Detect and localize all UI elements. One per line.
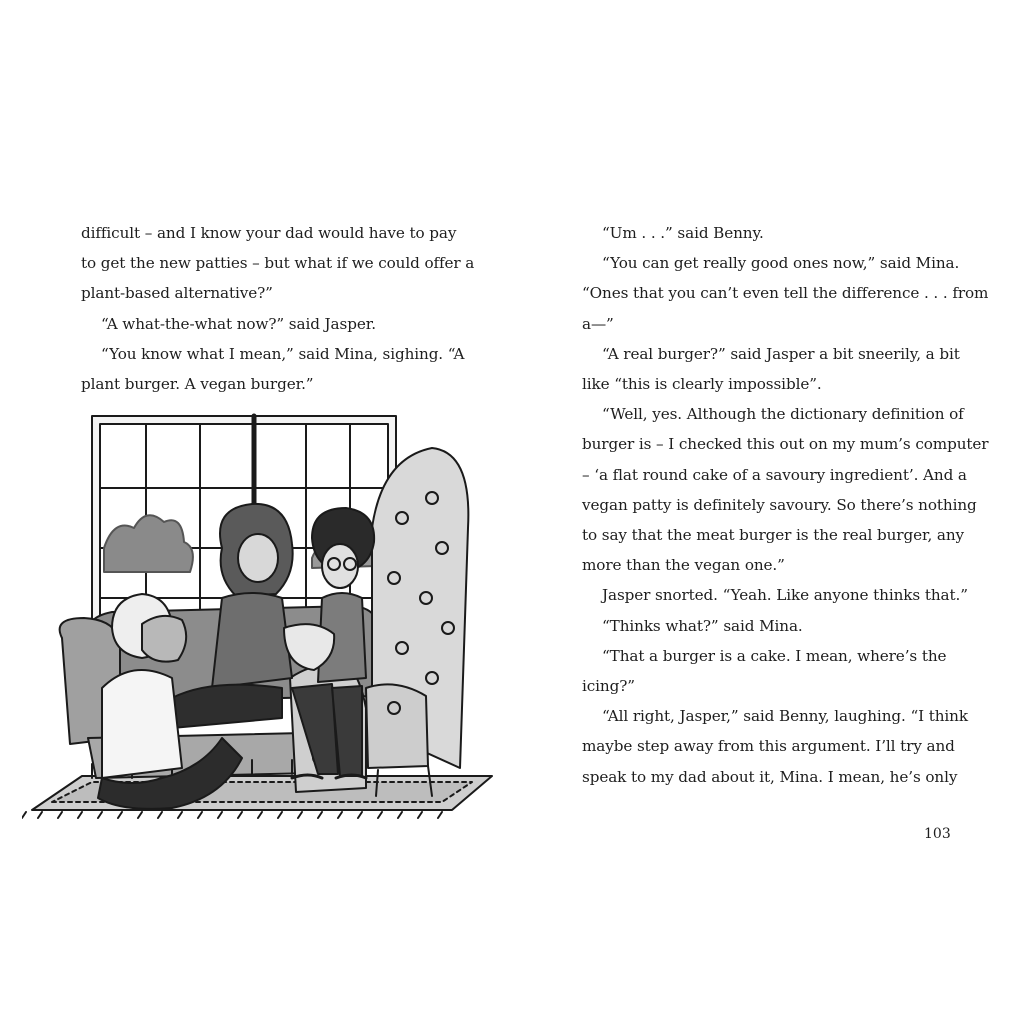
text-line: “Um . . .” said Benny. <box>602 224 764 242</box>
right-page-text <box>582 218 989 792</box>
text-line: like “this is clearly impossible”. <box>582 375 822 394</box>
text-line: “That a burger is a cake. I mean, where’s the <box>602 646 947 665</box>
text-line: plant-based alternative?” <box>81 284 273 303</box>
text-line: speak to my dad about it, Mina. I mean, he’s only <box>582 767 958 786</box>
text-line: “Well, yes. Although the dictionary definition of <box>602 405 964 424</box>
text-line: more than the vegan one.” <box>582 556 785 575</box>
text-line: to get the new patties – but what if we could offer a <box>81 254 475 273</box>
text-line: to say that the meat burger is the real burger, any <box>582 526 965 545</box>
text-line: icing?” <box>582 677 635 696</box>
text-line: “A real burger?” said Jasper a bit sneerily, a bit <box>602 344 960 363</box>
text-line: plant burger. A vegan burger.” <box>81 375 314 394</box>
text-line: Jasper snorted. “Yeah. Like anyone thinks that.” <box>602 586 968 605</box>
text-line: “Ones that you can’t even tell the difference . . . from <box>582 284 989 303</box>
text-line: “You can get really good ones now,” said Mina. <box>602 254 960 273</box>
illustration <box>22 398 512 860</box>
text-line: vegan patty is definitely savoury. So there’s nothing <box>582 495 977 514</box>
text-line: “Thinks what?” said Mina. <box>602 616 803 635</box>
page-number: 103 <box>924 826 951 842</box>
text-line: “You know what I mean,” said Mina, sighing. “A <box>101 344 465 363</box>
illustration-children-in-living-room-icon <box>22 398 512 860</box>
text-line: maybe step away from this argument. I’ll try and <box>582 737 955 756</box>
text-line: “All right, Jasper,” said Benny, laughing. “I think <box>602 707 968 726</box>
text-line: difficult – and I know your dad would have to pay <box>81 224 457 242</box>
rug-icon <box>22 776 492 818</box>
pillow-icon <box>142 616 186 662</box>
text-line: – ‘a flat round cake of a savoury ingredient’. And a <box>582 465 967 484</box>
left-page-text <box>81 218 475 399</box>
text-line: “A what-the-what now?” said Jasper. <box>101 314 376 333</box>
text-line: a—” <box>582 314 614 333</box>
text-line: burger is – I checked this out on my mum’s computer <box>582 435 989 454</box>
right-page <box>512 0 1024 1024</box>
